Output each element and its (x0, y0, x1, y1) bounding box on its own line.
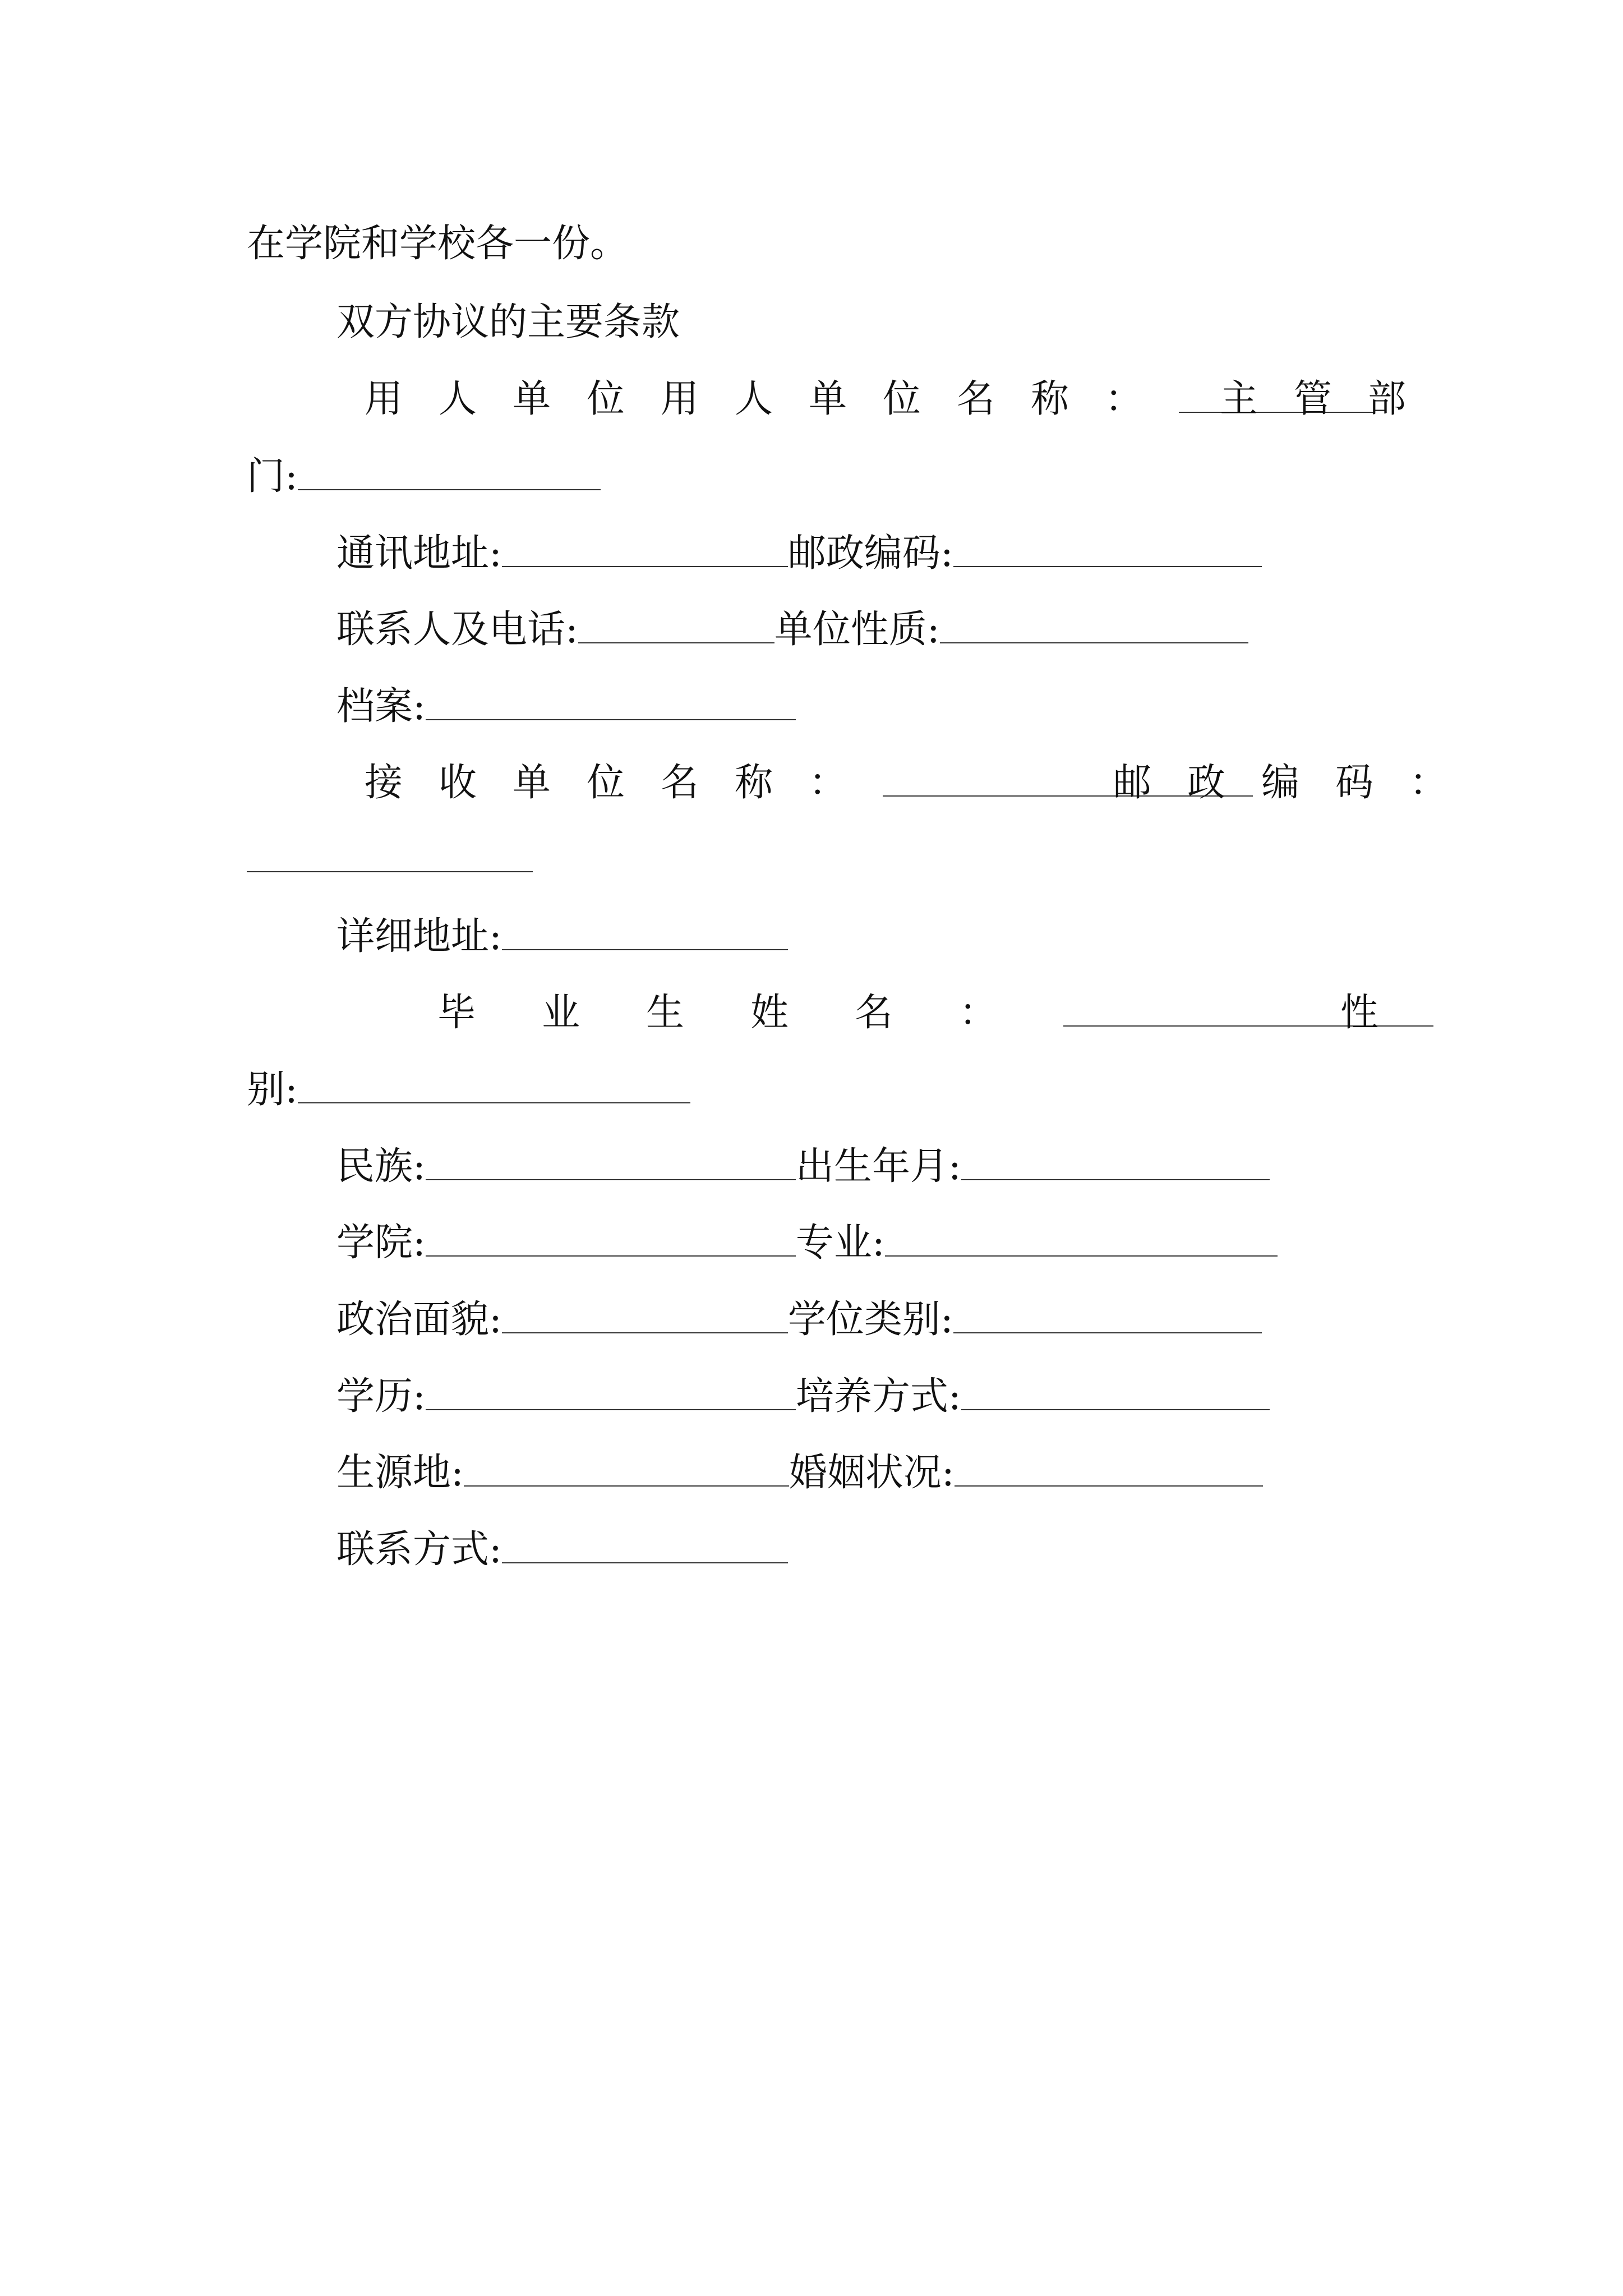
education-label: 学历: (336, 1374, 426, 1419)
college-row (336, 1215, 1278, 1271)
college-field[interactable] (426, 1215, 796, 1257)
gender-label-part2: 别: (247, 1068, 298, 1112)
archive-label: 档案: (336, 684, 426, 729)
marital-field[interactable] (955, 1445, 1263, 1487)
contact-row (336, 1522, 788, 1578)
receiver-postcode-label: 邮政编码： (1113, 761, 1484, 805)
marital-label: 婚姻状况: (789, 1451, 955, 1495)
birth-label: 出生年月: (795, 1144, 961, 1189)
employer-contact-label: 联系人及电话: (336, 608, 578, 652)
origin-row (336, 1445, 1263, 1501)
politics-row (336, 1292, 1262, 1348)
degree-type-label: 学位类别: (787, 1297, 953, 1342)
degree-type-field[interactable] (953, 1292, 1262, 1333)
receiver-address-row (336, 909, 788, 965)
employer-nature-field[interactable] (940, 602, 1248, 643)
graduate-name-label: 毕业生姓名： (437, 991, 1064, 1035)
education-field[interactable] (426, 1369, 796, 1410)
dept-label-part2: 门: (247, 454, 298, 499)
gender-label-part1: 性 (1340, 991, 1379, 1035)
contact-field[interactable] (502, 1522, 788, 1563)
origin-field[interactable] (464, 1445, 789, 1487)
major-label: 专业: (795, 1221, 885, 1265)
dept-field[interactable] (298, 449, 601, 490)
major-field[interactable] (885, 1215, 1278, 1257)
employer-nature-label: 单位性质: (774, 608, 940, 652)
receiver-address-label: 详细地址: (336, 914, 502, 959)
employer-postcode-label: 邮政编码: (787, 531, 953, 576)
employer-postcode-field[interactable] (953, 526, 1262, 567)
contact-label: 联系方式: (336, 1527, 502, 1572)
employer-name-label: 用人单位用人单位名称： (365, 377, 1179, 421)
employer-contact-row (336, 602, 1248, 658)
dept-row (247, 449, 601, 505)
archive-field[interactable] (426, 679, 796, 720)
employer-address-label: 通讯地址: (336, 531, 502, 576)
graduate-name-row (437, 985, 1433, 1041)
receiver-postcode-field[interactable] (247, 871, 533, 872)
ethnicity-label: 民族: (336, 1144, 426, 1189)
birth-field[interactable] (961, 1139, 1270, 1180)
politics-label: 政治面貌: (336, 1297, 502, 1342)
receiver-name-label: 接收单位名称： (365, 761, 883, 805)
training-field[interactable] (961, 1369, 1270, 1410)
employer-address-field[interactable] (502, 526, 788, 567)
gender-field[interactable] (298, 1062, 690, 1103)
employer-contact-field[interactable] (578, 602, 774, 643)
section-title: 双方协议的主要条款 (336, 300, 680, 344)
receiver-address-field[interactable] (502, 909, 788, 950)
ethnicity-field[interactable] (426, 1139, 796, 1180)
training-label: 培养方式: (795, 1374, 961, 1419)
college-label: 学院: (336, 1221, 426, 1265)
gender-row (247, 1062, 690, 1118)
employer-address-row (336, 526, 1262, 582)
archive-row (336, 679, 796, 735)
ethnicity-row (336, 1139, 1270, 1195)
politics-field[interactable] (502, 1292, 788, 1333)
origin-label: 生源地: (336, 1451, 464, 1495)
intro-tail-text: 在学院和学校各一份。 (247, 222, 629, 266)
dept-label-part1: 主管部 (1220, 377, 1442, 421)
education-row (336, 1369, 1270, 1425)
